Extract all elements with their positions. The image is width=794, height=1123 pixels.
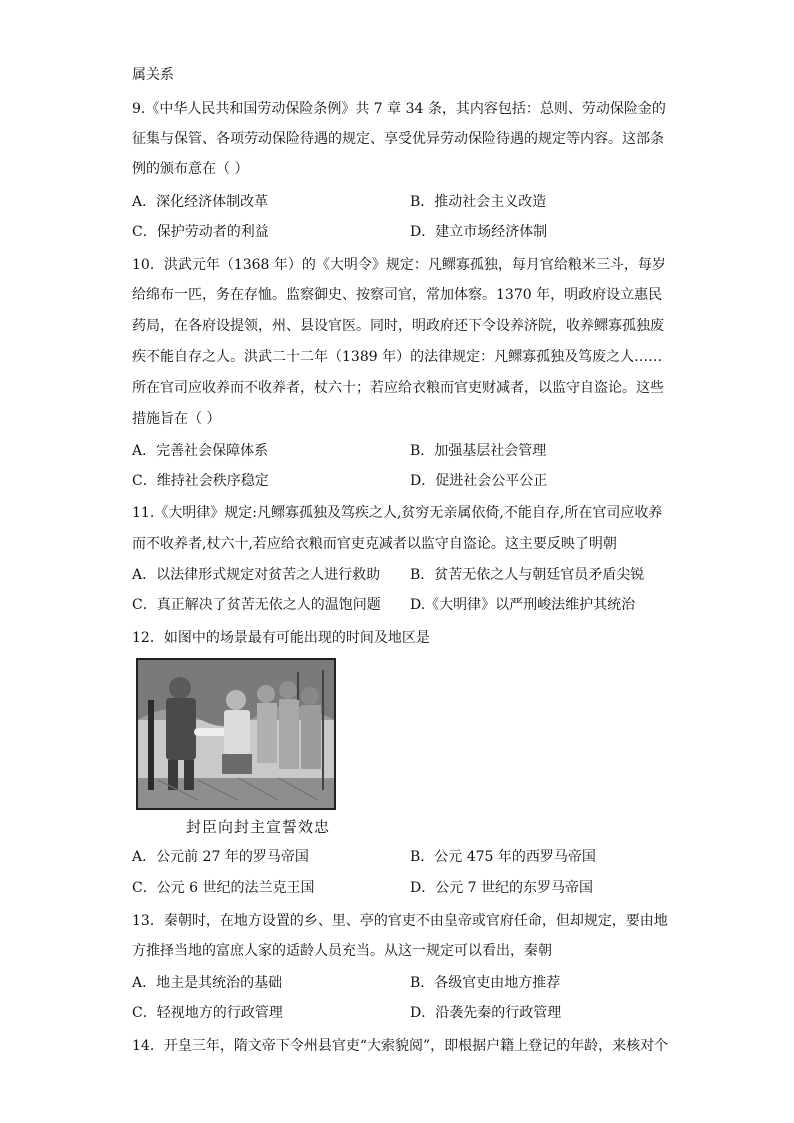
question-10-line-5: 所在官司应收养而不收养者，杖六十；若应给衣粮而官吏财减者，以监守自盗论。这些	[132, 380, 664, 396]
q9-option-a: A．深化经济体制改革	[132, 194, 269, 210]
vassal-oath-illustration	[136, 658, 336, 810]
q13-option-d: D．沿袭先秦的行政管理	[410, 1005, 562, 1021]
q10-option-d: D．促进社会公平公正	[410, 473, 548, 489]
q9-option-b: B．推动社会主义改造	[410, 194, 547, 210]
q10-option-a: A．完善社会保障体系	[132, 443, 269, 459]
question-11-line-1: 11.《大明律》规定:凡鳏寡孤独及笃疾之人,贫穷无亲属依倚,不能自存,所在官司应收养	[132, 505, 663, 521]
q13-option-b: B．各级官吏由地方推荐	[410, 975, 561, 991]
question-9-line-2: 征集与保管、各项劳动保险待遇的规定、享受优异劳动保险待遇的规定等内容。这部条	[132, 131, 664, 147]
q11-option-b: B．贫苦无依之人与朝廷官员矛盾尖锐	[410, 567, 645, 583]
question-10-line-2: 给绵布一匹，务在存恤。监察御史、按察司官，常加体察。1370 年，明政府设立惠民	[132, 287, 663, 303]
text-line: 属关系	[132, 67, 174, 83]
question-13-line-1: 13．秦朝时，在地方设置的乡、里、亭的官吏不由皇帝或官府任命，但却规定，要由地	[132, 913, 668, 929]
q10-option-b: B．加强基层社会管理	[410, 443, 547, 459]
question-9-line-1: 9.《中华人民共和国劳动保险条例》共 7 章 34 条，其内容包括：总则、劳动保险金的	[132, 101, 666, 117]
q12-option-a: A．公元前 27 年的罗马帝国	[132, 849, 309, 865]
figure-caption: 封臣向封主宣誓效忠	[186, 818, 331, 836]
q13-option-c: C．轻视地方的行政管理	[132, 1005, 283, 1021]
question-10-line-6: 措施旨在（ ）	[132, 411, 221, 427]
question-10-line-1: 10．洪武元年（1368 年）的《大明令》规定：凡鳏寡孤独，每月官给粮米三斗，每岁	[132, 257, 666, 273]
question-10-line-4: 疾不能自存之人。洪武二十二年（1389 年）的法律规定：凡鳏寡孤独及笃废之人……	[132, 349, 663, 365]
question-12-line-1: 12．如图中的场景最有可能出现的时间及地区是	[132, 630, 430, 646]
q12-option-b: B．公元 475 年的西罗马帝国	[410, 849, 596, 865]
question-14-line-1: 14．开皇三年，隋文帝下令州县官吏“大索貌阅”，即根据户籍上登记的年龄，来核对个	[132, 1038, 669, 1054]
q11-option-d: D.《大明律》以严刑峻法维护其统治	[410, 597, 636, 613]
question-9-line-3: 例的颁布意在（ ）	[132, 161, 249, 177]
q12-option-c: C．公元 6 世纪的法兰克王国	[132, 880, 315, 896]
q12-option-d: D．公元 7 世纪的东罗马帝国	[410, 880, 594, 896]
question-11-line-2: 而不收养者,杖六十,若应给衣粮而官吏克减者以监守自盗论。这主要反映了明朝	[132, 536, 617, 552]
q9-option-c: C．保护劳动者的利益	[132, 224, 269, 240]
q13-option-a: A．地主是其统治的基础	[132, 975, 283, 991]
q11-option-a: A．以法律形式规定对贫苦之人进行救助	[132, 567, 381, 583]
question-10-line-3: 药局，在各府设提领，州、县设官医。同时，明政府还下令设养济院，收养鳏寡孤独废	[132, 318, 664, 334]
question-13-line-2: 方推择当地的富庶人家的适龄人员充当。从这一规定可以看出，秦朝	[132, 943, 552, 959]
q11-option-c: C．真正解决了贫苦无依之人的温饱问题	[132, 597, 381, 613]
q10-option-c: C．维持社会秩序稳定	[132, 473, 269, 489]
q9-option-d: D．建立市场经济体制	[410, 224, 548, 240]
